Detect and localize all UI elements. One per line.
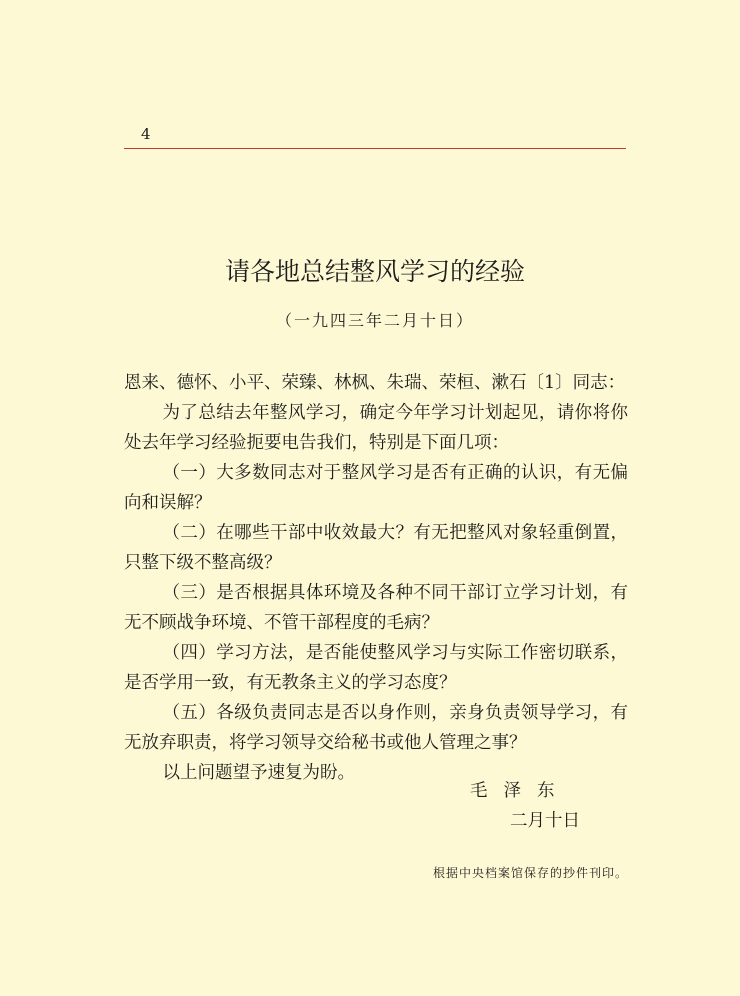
- paragraph-closing: 以上问题望予速复为盼。: [162, 763, 355, 783]
- paragraph-item-3: （三）是否根据具体环境及各种不同干部订立学习计划，有无不顾战争环境、不管干部程度的毛病？: [124, 583, 628, 633]
- paragraph-item-1: （一）大多数同志对于整风学习是否有正确的认识，有无偏向和误解？: [124, 463, 628, 513]
- source-note: 根据中央档案馆保存的抄件刊印。: [432, 866, 628, 880]
- document-title: 请各地总结整风学习的经验: [224, 257, 525, 286]
- signature: 毛泽东: [470, 781, 571, 801]
- document-body: [124, 368, 628, 788]
- paragraph-intro: 为了总结去年整风学习，确定今年学习计划起见，请你将你处去年学习经验扼要电告我们，特别是下面几项：: [124, 403, 628, 453]
- paragraph-item-2: （二）在哪些干部中收效最大？有无把整风对象轻重倒置，只整下级不整高级？: [124, 523, 628, 573]
- header-rule: [124, 148, 626, 149]
- paragraph-item-4: （四）学习方法，是否能使整风学习与实际工作密切联系，是否学用一致，有无教条主义的学习态度？: [124, 643, 628, 693]
- page-number: 4: [141, 125, 151, 143]
- document-date: （一九四三年二月十日）: [275, 311, 474, 330]
- signature-date: 二月十日: [510, 811, 580, 831]
- paragraph-item-5: （五）各级负责同志是否以身作则，亲身负责领导学习，有无放弃职责，将学习领导交给秘书或他人管理之事？: [124, 703, 628, 753]
- salutation: 恩来、德怀、小平、荣臻、林枫、朱瑞、荣桓、漱石〔1〕同志：: [124, 373, 626, 393]
